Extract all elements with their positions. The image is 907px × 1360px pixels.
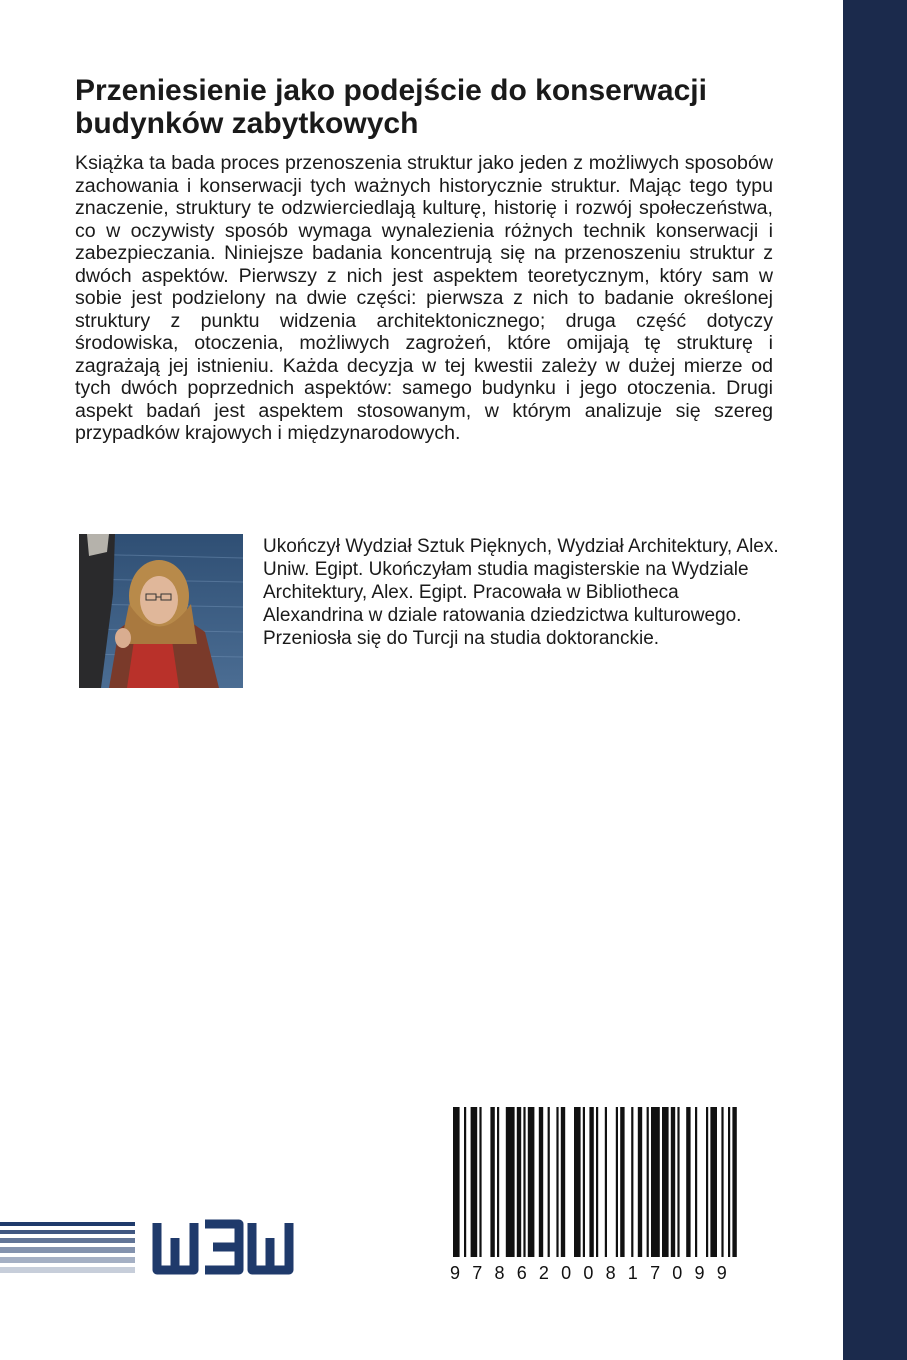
publisher-logo-mark — [0, 1218, 335, 1278]
title-line-2: budynków zabytkowych — [75, 107, 419, 140]
barcode-bars — [451, 1107, 736, 1291]
isbn-digit: 8 — [605, 1263, 616, 1283]
barcode-bar — [662, 1107, 669, 1257]
barcode-bar — [506, 1107, 515, 1257]
barcode-bar — [721, 1107, 723, 1257]
isbn-digit: 9 — [716, 1263, 727, 1283]
barcode-bar — [453, 1107, 460, 1257]
barcode-bar — [471, 1107, 478, 1257]
barcode-bar — [539, 1107, 543, 1257]
author-photo — [79, 534, 243, 688]
barcode-bar — [616, 1107, 618, 1257]
barcode-bar — [605, 1107, 607, 1257]
barcode-bar — [548, 1107, 550, 1257]
isbn-digit: 2 — [538, 1263, 549, 1283]
barcode-bar — [574, 1107, 581, 1257]
barcode-bar — [596, 1107, 598, 1257]
isbn-digit: 0 — [672, 1263, 683, 1283]
isbn-digit: 6 — [516, 1263, 527, 1283]
barcode-bar — [464, 1107, 466, 1257]
barcode-bar — [589, 1107, 593, 1257]
author-bio: Ukończył Wydział Sztuk Pięknych, Wydział Architektury, Alex. Uniw. Egipt. Ukończyłam studia magisterskie na Wydziale Architektury, Alex. Egipt. Pracowała w Bibliotheca Alexandrina w dziale ratowania dziedzictwa kulturowego. Przeniosła się do Turcji na studia doktoranckie. — [263, 536, 779, 649]
isbn-digit: 7 — [472, 1263, 483, 1283]
barcode-bar — [528, 1107, 535, 1257]
barcode-bar — [583, 1107, 585, 1257]
barcode-bar — [523, 1107, 525, 1257]
book-title — [75, 74, 795, 140]
isbn-digit: 1 — [627, 1263, 638, 1283]
isbn-digit: 9 — [694, 1263, 705, 1283]
isbn-digit: 7 — [650, 1263, 661, 1283]
barcode-bar — [686, 1107, 690, 1257]
barcode-bar — [490, 1107, 494, 1257]
barcode-bar — [651, 1107, 660, 1257]
barcode-bar — [671, 1107, 675, 1257]
publisher-logo — [0, 1218, 335, 1278]
barcode-bar — [497, 1107, 499, 1257]
barcode-bar — [631, 1107, 633, 1257]
barcode-bar — [710, 1107, 717, 1257]
isbn-digit: 0 — [561, 1263, 572, 1283]
barcode-bar — [517, 1107, 521, 1257]
title-line-1: Przeniesienie jako podejście do konserwacji — [75, 74, 707, 107]
author-portrait-image — [79, 534, 243, 688]
isbn-digit: 8 — [494, 1263, 505, 1283]
isbn-barcode — [451, 1107, 736, 1291]
book-description: Książka ta bada proces przenoszenia struktur jako jeden z możliwych sposobów zachowania i konserwacji tych ważnych historycznie struktur. Mając tego typu znaczenie, struktury te odzwierciedlają kulturę, historię i rozwój społeczeństwa, co w oczywisty sposób wymaga wynalezienia różnych technik konserwacji i zabezpieczania. Niniejsze badania koncentrują się na przenoszeniu struktur z dwóch aspektów. Pierwszy z nich jest aspektem teoretycznym, który sam w sobie jest podzielony na dwie części: pierwsza z nich to badanie określonej struktury z punktu widzenia architektonicznego; druga część dotyczy środowiska, otoczenia, możliwych zagrożeń, które omijają tę strukturę i zagrażają jej istnieniu. Każda decyzja w tej kwestii zależy w dużej mierze od tych dwóch poprzednich aspektów: samego budynku i jego otoczenia. Drugi aspekt badań jest aspektem stosowanym, w którym analizuje się szereg przypadków krajowych i międzynarodowych. — [75, 152, 773, 444]
barcode-bar — [677, 1107, 679, 1257]
barcode-bar — [732, 1107, 736, 1257]
barcode-bar — [638, 1107, 642, 1257]
barcode-bar — [620, 1107, 624, 1257]
isbn-digit: 9 — [449, 1263, 461, 1283]
barcode-bar — [561, 1107, 565, 1257]
barcode-bar — [695, 1107, 697, 1257]
barcode-bar — [647, 1107, 649, 1257]
book-spine — [843, 0, 907, 1360]
barcode-bar — [479, 1107, 481, 1257]
isbn-digit: 0 — [583, 1263, 594, 1283]
barcode-bar — [556, 1107, 558, 1257]
barcode-bar — [706, 1107, 708, 1257]
barcode-bar — [728, 1107, 730, 1257]
